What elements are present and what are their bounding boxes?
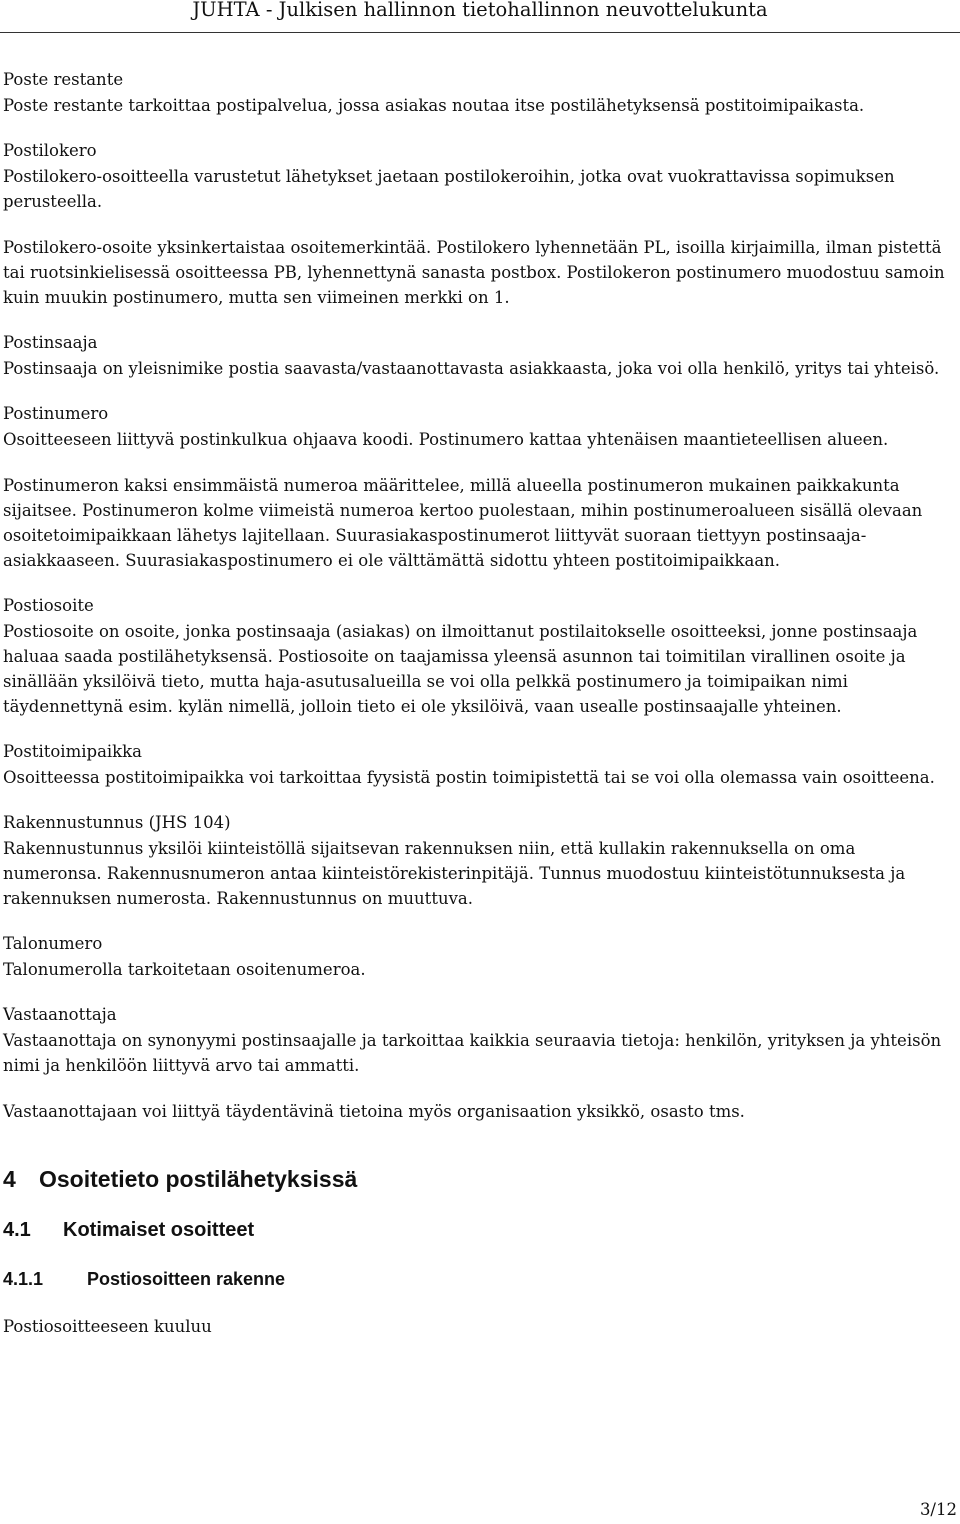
entry-term: Postilokero (3, 141, 97, 160)
entry-paragraph: Postilokero-osoite yksinkertaistaa osoitemerkintää. Postilokero lyhennetään PL, isoilla kirjaimilla, ilman pistettä tai ruotsinkielisessä osoitteessa PB, lyhennettynä sanasta postbox. Postilokeron postinumero muodostuu samoin kuin muukin postinumero, mutta sen viimeinen merkki on 1. (3, 238, 945, 307)
entry-paragraph: Postilokero-osoitteella varustetut lähetykset jaetaan postilokeroihin, jotka ovat vuokrattavissa sopimuksen perusteella. (3, 167, 895, 211)
entry-paragraph: Vastaanottaja on synonyymi postinsaajalle ja tarkoittaa kaikkia seuraavia tietoja: henkilön, yrityksen ja yhteisön nimi ja henkilöön liittyvä arvo tai ammatti. (3, 1031, 942, 1075)
section-heading-4-1-1 (3, 1266, 957, 1292)
entry-paragraph: Postiosoite on osoite, jonka postinsaaja (asiakas) on ilmoittanut postilaitokselle osoitteeksi, jonne postinsaaja haluaa saada postilähetyksensä. Postiosoite on taajamissa yleensä asunnon tai toimitilan virallinen osoite ja sinällään yksilöivä tieto, mutta haja-asutusalueilla se voi olla pelkkä postinumero ja toimipaikan nimi täydennettynä esim. kylän nimellä, jolloin tieto ei ole yksilöivä, vaan usealle postinsaajalle yhteinen. (3, 622, 918, 716)
heading-number: 4 (3, 1166, 16, 1192)
entry-term: Postinsaaja (3, 333, 98, 352)
entry-rakennustunnus (3, 811, 957, 911)
heading-text: Postiosoitteen rakenne (87, 1269, 286, 1289)
entry-talonumero (3, 932, 957, 982)
entry-term: Poste restante (3, 70, 124, 89)
section-heading-4 (3, 1164, 957, 1194)
entry-paragraph: Vastaanottajaan voi liittyä täydentävinä tietoina myös organisaation yksikkö, osasto tms. (3, 1102, 745, 1121)
entry-term: Vastaanottaja (3, 1005, 117, 1024)
heading-number: 4.1.1 (3, 1269, 44, 1289)
heading-number: 4.1 (3, 1219, 31, 1241)
entry-paragraph: Rakennustunnus yksilöi kiinteistöllä sijaitsevan rakennuksen niin, että kullakin rakennuksella on oma numeronsa. Rakennusnumeron antaa kiinteistörekisterinpitäjä. Tunnus muodostuu kiinteistötunnuksesta ja rakennuksen numerosta. Rakennustunnus on muuttuva. (3, 839, 906, 908)
entry-term: Postinumero (3, 404, 109, 423)
entry-postiosoite (3, 594, 957, 719)
entry-paragraph: Talonumerolla tarkoitetaan osoitenumeroa. (3, 960, 366, 979)
document-body (3, 68, 957, 1360)
entry-paragraph: Osoitteessa postitoimipaikka voi tarkoittaa fyysistä postin toimipistettä tai se voi olla olemassa vain osoitteena. (3, 768, 935, 787)
entry-postitoimipaikka (3, 740, 957, 790)
section-heading-4-1 (3, 1216, 957, 1244)
entry-paragraph: Osoitteeseen liittyvä postinkulkua ohjaava koodi. Postinumero kattaa yhtenäisen maantieteellisen alueen. (3, 430, 889, 449)
final-paragraph: Postiosoitteeseen kuuluu (3, 1317, 212, 1336)
entry-vastaanottaja (3, 1003, 957, 1124)
heading-text: Kotimaiset osoitteet (63, 1219, 255, 1241)
entry-term: Postiosoite (3, 596, 94, 615)
entry-postilokero (3, 139, 957, 310)
heading-text: Osoitetieto postilähetyksissä (39, 1166, 358, 1192)
entry-poste-restante (3, 68, 957, 118)
page-number: 3/12 (919, 1500, 957, 1519)
entry-paragraph: Poste restante tarkoittaa postipalvelua, jossa asiakas noutaa itse postilähetyksensä postitoimipaikasta. (3, 96, 865, 115)
entry-term: Postitoimipaikka (3, 742, 143, 761)
header-title: JUHTA - Julkisen hallinnon tietohallinnon neuvottelukunta (192, 0, 768, 21)
entry-postinsaaja (3, 331, 957, 381)
entry-postinumero (3, 402, 957, 573)
page-header (0, 0, 960, 33)
entry-term: Rakennustunnus (JHS 104) (3, 813, 231, 832)
entry-paragraph: Postinsaaja on yleisnimike postia saavasta/vastaanottavasta asiakkaasta, joka voi olla henkilö, yritys tai yhteisö. (3, 359, 940, 378)
entry-term: Talonumero (3, 934, 103, 953)
entry-paragraph: Postinumeron kaksi ensimmäistä numeroa määrittelee, millä alueella postinumeron mukainen paikkakunta sijaitsee. Postinumeron kolme viimeistä numeroa kertoo puolestaan, mihin postinumeroalueen sisällä olevaan osoitetoimipaikkaan lähetys lajitellaan. Suurasiakaspostinumerot liittyvät suoraan tiettyyn postinsaaja-asiakkaaseen. Suurasiakaspostinumero ei ole välttämättä sidottu yhteen postitoimipaikkaan. (3, 476, 923, 570)
